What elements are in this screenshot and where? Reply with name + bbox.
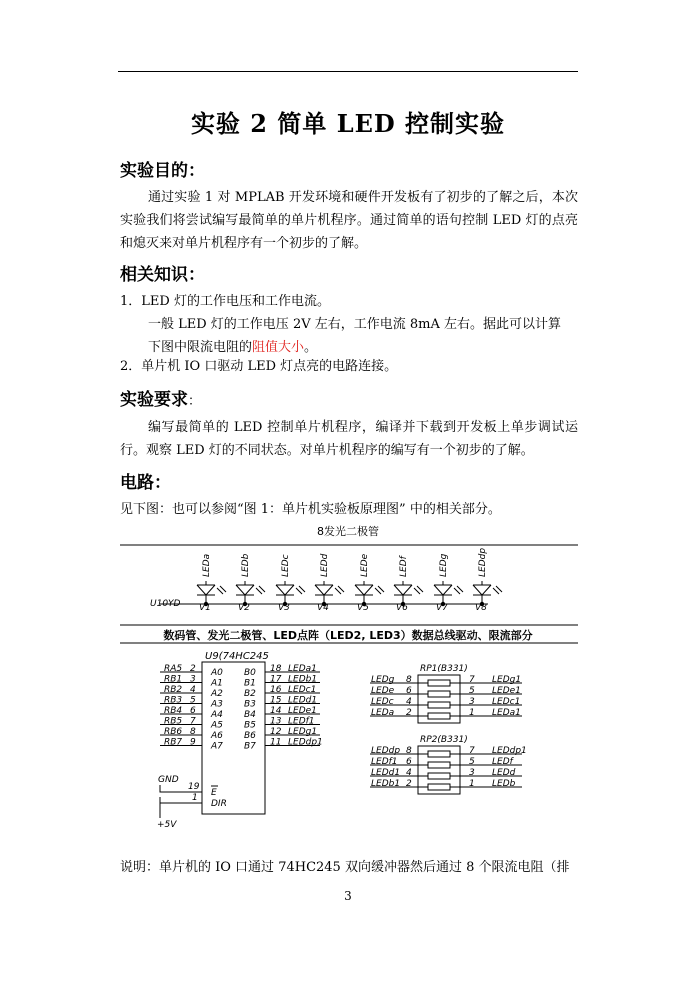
chip-right-pin: 13 bbox=[270, 716, 282, 727]
led-diode-symbol bbox=[197, 585, 215, 595]
resistance-link-text: 阻值大小 bbox=[252, 340, 305, 355]
chip-left-pin: 9 bbox=[190, 737, 196, 748]
chip-left-net: RB2 bbox=[164, 685, 183, 695]
chip-b-pin: B5 bbox=[244, 720, 256, 731]
chip-right-pin: 12 bbox=[270, 727, 282, 737]
chip-right-pin: 15 bbox=[270, 695, 282, 706]
rp1-left-pin: 8 bbox=[406, 675, 412, 685]
page-title: 实验 2 简单 LED 控制实验 bbox=[190, 109, 506, 138]
chip-b-pin: B2 bbox=[244, 689, 256, 699]
chip-left-net: RB4 bbox=[164, 706, 183, 716]
chip-left-pin: 8 bbox=[190, 727, 196, 737]
led-emit-arrow bbox=[217, 588, 223, 594]
led-emit-arrow bbox=[335, 588, 341, 594]
chip-a-pin: A2 bbox=[211, 689, 223, 699]
chip-right-net: LEDb1 bbox=[288, 674, 318, 685]
chip-left-pin: 5 bbox=[190, 695, 196, 706]
chip-left-pin: 6 bbox=[190, 706, 196, 716]
rp1-right-pin: 3 bbox=[469, 697, 475, 707]
rp2-left-pin: 8 bbox=[406, 746, 412, 756]
led-emit-arrow bbox=[256, 588, 262, 594]
led-emit-arrow bbox=[296, 588, 302, 594]
rp1-right-pin: 1 bbox=[469, 708, 475, 718]
chip-right-pin: 17 bbox=[270, 674, 282, 685]
diode-label: V6 bbox=[396, 603, 408, 613]
chip-left-net: RB7 bbox=[164, 737, 183, 748]
rp2-right-pin: 5 bbox=[469, 757, 475, 767]
chip-left-net: RB1 bbox=[164, 674, 183, 685]
rp1-left-net: LEDg bbox=[371, 675, 395, 685]
detail-text: 下图中限流电阻的 bbox=[148, 340, 253, 355]
led-emit-arrow bbox=[375, 588, 381, 594]
rp2-left-net: LEDd1 bbox=[371, 768, 401, 778]
rp1-resistor bbox=[428, 702, 450, 708]
circuit-text: 见下图：也可以参阅“图 1：单片机实验板原理图” 中的相关部分。 bbox=[120, 502, 501, 517]
diode-label: V2 bbox=[238, 603, 250, 613]
rp1-left-net: LEDa bbox=[371, 708, 395, 718]
led-name-label: LEDe bbox=[360, 553, 370, 577]
rp2-left-pin: 4 bbox=[406, 768, 412, 778]
chip-right-net: LEDe1 bbox=[288, 706, 317, 716]
chip-b-pin: B6 bbox=[244, 731, 256, 741]
rp2-right-net: LEDd bbox=[492, 768, 516, 778]
rp2-right-pin: 1 bbox=[469, 779, 475, 789]
rp2-right-net: LEDf bbox=[492, 757, 513, 767]
rp1-resistor bbox=[428, 713, 450, 719]
requirement-text: 编写最简单的 LED 控制单片机程序，编译并下载到开发板上单步调试运行。观察 LED 灯的不同状态。对单片机程序的编写有一个初步的了解。 bbox=[120, 420, 578, 458]
rp2-resistor bbox=[428, 751, 450, 757]
heading-requirement bbox=[120, 385, 201, 410]
led-diode-symbol bbox=[236, 585, 254, 595]
knowledge-item-2: 2．单片机 IO 口驱动 LED 灯点亮的电路连接。 bbox=[120, 359, 398, 374]
rp1-right-net: LEDg1 bbox=[492, 675, 522, 685]
knowledge-item-1: 1．LED 灯的工作电压和工作电流。 bbox=[120, 294, 330, 309]
rp1-left-pin: 2 bbox=[406, 708, 412, 718]
knowledge-item-1-detail: 一般 LED 灯的工作电压 2V 左右，工作电流 8mA 左右。据此可以计算 bbox=[148, 317, 561, 332]
led-emit-arrow bbox=[220, 586, 226, 592]
led-emit-arrow bbox=[457, 586, 463, 592]
e-pin: E bbox=[211, 788, 217, 798]
chip-name: U9(74HC245 bbox=[205, 651, 269, 662]
chip-right-net: LEDf1 bbox=[288, 716, 315, 727]
led-diode-symbol bbox=[355, 585, 373, 595]
rp2-right-pin: 7 bbox=[469, 746, 475, 756]
note-text: 说明：单片机的 IO 口通过 74HC245 双向缓冲器然后通过 8 个限流电阻（排 bbox=[120, 860, 570, 875]
rp2-left-net: LEDf1 bbox=[371, 757, 398, 767]
chip-left-pin: 7 bbox=[190, 716, 196, 727]
chip-right-pin: 16 bbox=[270, 685, 282, 695]
rp2-resistor bbox=[428, 773, 450, 779]
diode-label: V5 bbox=[357, 603, 369, 613]
chip-right-net: LEDdp1 bbox=[288, 737, 323, 748]
rp2-left-pin: 6 bbox=[406, 757, 412, 767]
rp2-resistor bbox=[428, 784, 450, 790]
chip-right-pin: 18 bbox=[270, 664, 282, 674]
led-diode-symbol bbox=[276, 585, 294, 595]
led-emit-arrow bbox=[259, 586, 265, 592]
chip-right-net: LEDd1 bbox=[288, 695, 318, 706]
chip-b-pin: B7 bbox=[244, 741, 256, 752]
heading-circuit: 电路： bbox=[120, 473, 171, 493]
diode-label: V3 bbox=[278, 603, 290, 613]
rp2-name: RP2(B331) bbox=[420, 735, 468, 745]
rp2-resistor bbox=[428, 762, 450, 768]
heading-requirement-colon: ： bbox=[188, 394, 202, 409]
led-diode-symbol bbox=[315, 585, 333, 595]
rp1-left-net: LEDe bbox=[371, 686, 395, 696]
led-emit-arrow bbox=[454, 588, 460, 594]
bus-label: U10YD bbox=[150, 599, 181, 609]
led-name-label: LEDa bbox=[202, 553, 212, 577]
led-row bbox=[150, 548, 502, 613]
rp2-right-net: LEDdp1 bbox=[492, 746, 527, 756]
chip-left-pin: 3 bbox=[190, 674, 196, 685]
chip-right-net: LEDc1 bbox=[288, 685, 317, 695]
led-diode-symbol bbox=[434, 585, 452, 595]
led-name-label: LEDd bbox=[320, 553, 330, 577]
pin1-label: 1 bbox=[192, 793, 198, 803]
chip-74hc245 bbox=[157, 651, 323, 830]
header-rule bbox=[118, 71, 578, 72]
rp1-right-net: LEDe1 bbox=[492, 686, 521, 696]
led-diode-symbol bbox=[394, 585, 412, 595]
diode-label: V4 bbox=[317, 603, 329, 613]
chip-left-pin: 2 bbox=[190, 664, 196, 674]
chip-b-pin: B1 bbox=[244, 678, 256, 689]
chip-right-net: LEDg1 bbox=[288, 727, 318, 737]
chip-a-pin: A4 bbox=[211, 710, 223, 720]
rp1-right-net: LEDc1 bbox=[492, 697, 521, 707]
heading-purpose: 实验目的： bbox=[120, 161, 205, 181]
rp1-right-pin: 7 bbox=[469, 675, 475, 685]
resistor-array-rp1 bbox=[370, 664, 522, 723]
led-emit-arrow bbox=[338, 586, 344, 592]
chip-left-net: RB5 bbox=[164, 716, 183, 727]
figure-top-label: 8发光二极管 bbox=[317, 525, 379, 538]
rp2-left-pin: 2 bbox=[406, 779, 412, 789]
circuit-schematic bbox=[0, 535, 696, 835]
chip-a-pin: A6 bbox=[211, 731, 223, 741]
led-emit-arrow bbox=[414, 588, 420, 594]
led-name-label: LEDdp bbox=[478, 547, 488, 577]
figure-mid-label: 数码管、发光二极管、LED点阵（LED2, LED3）数据总线驱动、限流部分 bbox=[163, 629, 533, 642]
chip-left-net: RB3 bbox=[164, 695, 183, 706]
rp2-left-net: LEDdp bbox=[371, 746, 401, 756]
chip-b-pin: B0 bbox=[244, 668, 256, 678]
led-name-label: LEDg bbox=[439, 553, 449, 577]
chip-a-pin: A7 bbox=[211, 741, 223, 752]
rp1-right-net: LEDa1 bbox=[492, 708, 521, 718]
chip-right-pin: 11 bbox=[270, 737, 282, 748]
diode-label: V7 bbox=[436, 603, 448, 613]
diode-label: V1 bbox=[199, 603, 211, 613]
rp2-left-net: LEDb1 bbox=[371, 779, 401, 789]
rp1-name: RP1(B331) bbox=[420, 664, 468, 674]
chip-a-pin: A3 bbox=[211, 699, 223, 710]
led-name-label: LEDf bbox=[399, 556, 409, 577]
rp1-left-pin: 4 bbox=[406, 697, 412, 707]
rp1-resistor bbox=[428, 691, 450, 697]
detail-end: 。 bbox=[304, 340, 318, 355]
led-name-label: LEDc bbox=[281, 554, 291, 577]
gnd-label: GND bbox=[158, 775, 179, 785]
led-emit-arrow bbox=[299, 586, 305, 592]
led-emit-arrow bbox=[417, 586, 423, 592]
dir-pin: DIR bbox=[211, 799, 227, 809]
purpose-text: 通过实验 1 对 MPLAB 开发环境和硬件开发板有了初步的了解之后，本次实验我们将尝试编写最简单的单片机程序。通过简单的语句控制 LED 灯的点亮和熄灭来对单片机程序有一个初步的了解。 bbox=[120, 190, 578, 251]
chip-a-pin: A1 bbox=[211, 678, 223, 689]
chip-b-pin: B3 bbox=[244, 699, 256, 710]
heading-knowledge: 相关知识： bbox=[120, 265, 205, 285]
chip-left-net: RA5 bbox=[164, 664, 183, 674]
rp1-left-net: LEDc bbox=[371, 697, 394, 707]
rp1-right-pin: 5 bbox=[469, 686, 475, 696]
chip-right-pin: 14 bbox=[270, 706, 282, 716]
led-name-label: LEDb bbox=[241, 553, 251, 577]
rp1-resistor bbox=[428, 680, 450, 686]
chip-left-net: RB6 bbox=[164, 727, 183, 737]
rp1-left-pin: 6 bbox=[406, 686, 412, 696]
pin19-label: 19 bbox=[188, 782, 200, 792]
chip-right-net: LEDa1 bbox=[288, 664, 317, 674]
heading-requirement-text: 实验要求 bbox=[120, 390, 188, 410]
led-diode-symbol bbox=[473, 585, 491, 595]
led-emit-arrow bbox=[378, 586, 384, 592]
led-emit-arrow bbox=[493, 588, 499, 594]
led-emit-arrow bbox=[496, 586, 502, 592]
chip-left-pin: 4 bbox=[190, 685, 196, 695]
page-number: 3 bbox=[344, 889, 352, 903]
vcc-label: +5V bbox=[157, 820, 177, 830]
rp2-right-pin: 3 bbox=[469, 768, 475, 778]
rp2-right-net: LEDb bbox=[492, 779, 516, 789]
diode-label: V8 bbox=[475, 603, 487, 613]
chip-a-pin: A5 bbox=[211, 720, 223, 731]
chip-b-pin: B4 bbox=[244, 710, 256, 720]
resistor-array-rp2 bbox=[370, 735, 527, 794]
chip-a-pin: A0 bbox=[211, 668, 223, 678]
